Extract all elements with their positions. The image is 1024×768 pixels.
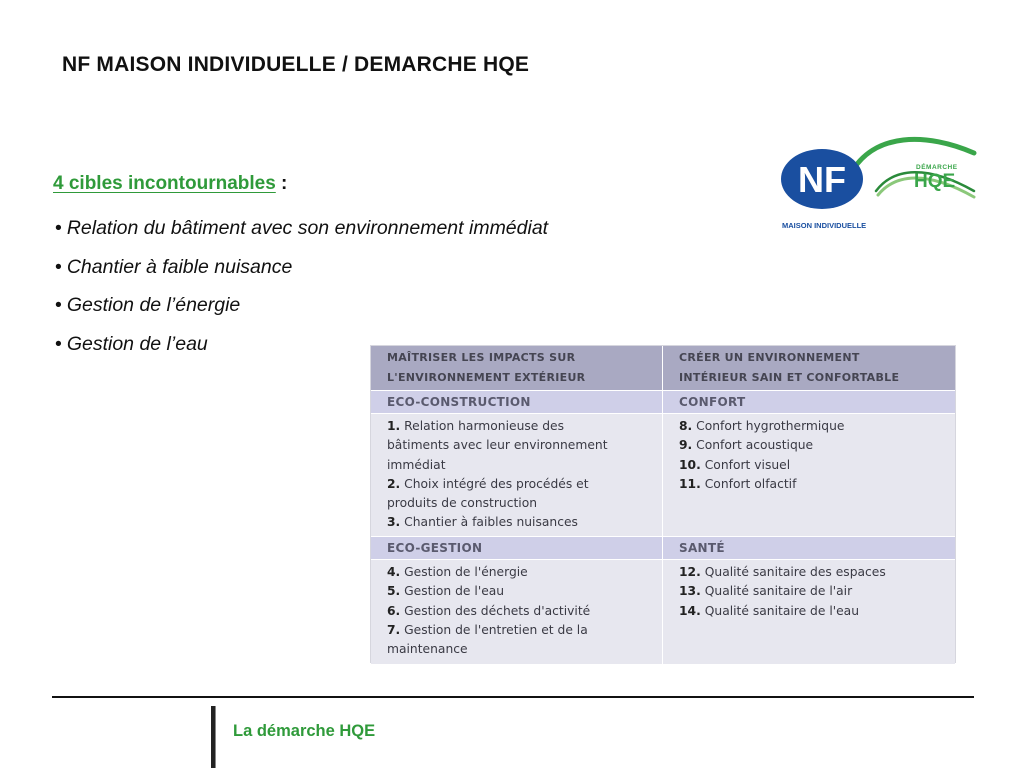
header-interior: CRÉER UN ENVIRONNEMENT INTÉRIEUR SAIN ET CONFORTABLE <box>679 351 900 384</box>
eco-gestion-targets: 4. Gestion de l'énergie 5. Gestion de l'eau 6. Gestion des déchets d'activité 7. Gestion de l'entretien et de la maintenance <box>371 560 663 664</box>
table-category-row <box>371 390 955 414</box>
target-item: 8. Confort hygrothermique <box>679 419 845 433</box>
footer-vertical-bar <box>211 706 215 768</box>
confort-targets <box>663 414 955 536</box>
logo-nf-text: NF <box>798 159 846 200</box>
table-header-row <box>371 346 955 390</box>
footer-text: La démarche HQE <box>233 722 376 740</box>
logo-maison-text: MAISON INDIVIDUELLE <box>782 221 867 230</box>
target-item: 9. Confort acoustique <box>679 438 814 453</box>
target-item: 5. Gestion de l'eau <box>387 584 505 599</box>
target-item: 7. Gestion de l'entretien et de la <box>387 622 588 637</box>
subtitle-text: 4 cibles incontournables <box>53 173 276 194</box>
header-exterior: MAÎTRISER LES IMPACTS SUR L'ENVIRONNEMENT EXTÉRIEUR <box>371 346 663 390</box>
target-item: 12. Qualité sanitaire des espaces <box>679 565 886 579</box>
target-item: 11. Confort olfactif <box>679 476 797 491</box>
bullet-item: • Relation du bâtiment avec son environnement immédiat <box>55 217 549 239</box>
target-item: 1. Relation harmonieuse des <box>387 419 565 433</box>
bullet-item: • Chantier à faible nuisance <box>55 255 293 278</box>
target-item: 13. Qualité sanitaire de l'air <box>679 584 853 599</box>
bullet-item: • Gestion de l’énergie <box>55 294 241 317</box>
logo-hqe-text: HQE <box>914 171 956 192</box>
category-eco-gestion: ECO-GESTION <box>371 537 663 559</box>
eco-construction-targets: 1. Relation harmonieuse des bâtiments avec leur environnement immédiat 2. Choix intégré des procédés et produits de construction 3. Chantier à faibles nuisances <box>371 414 663 536</box>
target-item: 6. Gestion des déchets d'activité <box>387 603 591 618</box>
target-item: 3. Chantier à faibles nuisances <box>387 515 578 530</box>
hqe-targets-table <box>370 345 956 663</box>
footer-divider <box>52 696 974 698</box>
logo-demarche-text: DÉMARCHE <box>916 164 958 171</box>
category-eco-construction: ECO-CONSTRUCTION <box>371 391 663 413</box>
sante-targets <box>663 560 955 664</box>
subtitle <box>53 173 287 195</box>
subtitle-colon: : <box>275 173 288 194</box>
target-item: 10. Confort visuel <box>679 457 791 472</box>
bullet-item: • Gestion de l’eau <box>55 333 208 356</box>
slide-title: NF MAISON INDIVIDUELLE / DEMARCHE HQE <box>62 53 530 76</box>
target-item: 2. Choix intégré des procédés et <box>387 476 589 491</box>
nf-hqe-logo <box>778 133 980 233</box>
category-sante: SANTÉ <box>679 541 725 555</box>
table-category-row <box>371 536 955 560</box>
table-body-row <box>371 560 955 664</box>
category-confort: CONFORT <box>679 395 746 409</box>
target-item: 4. Gestion de l'énergie <box>387 565 528 579</box>
target-item: 14. Qualité sanitaire de l'eau <box>679 603 860 618</box>
table-body-row <box>371 414 955 536</box>
